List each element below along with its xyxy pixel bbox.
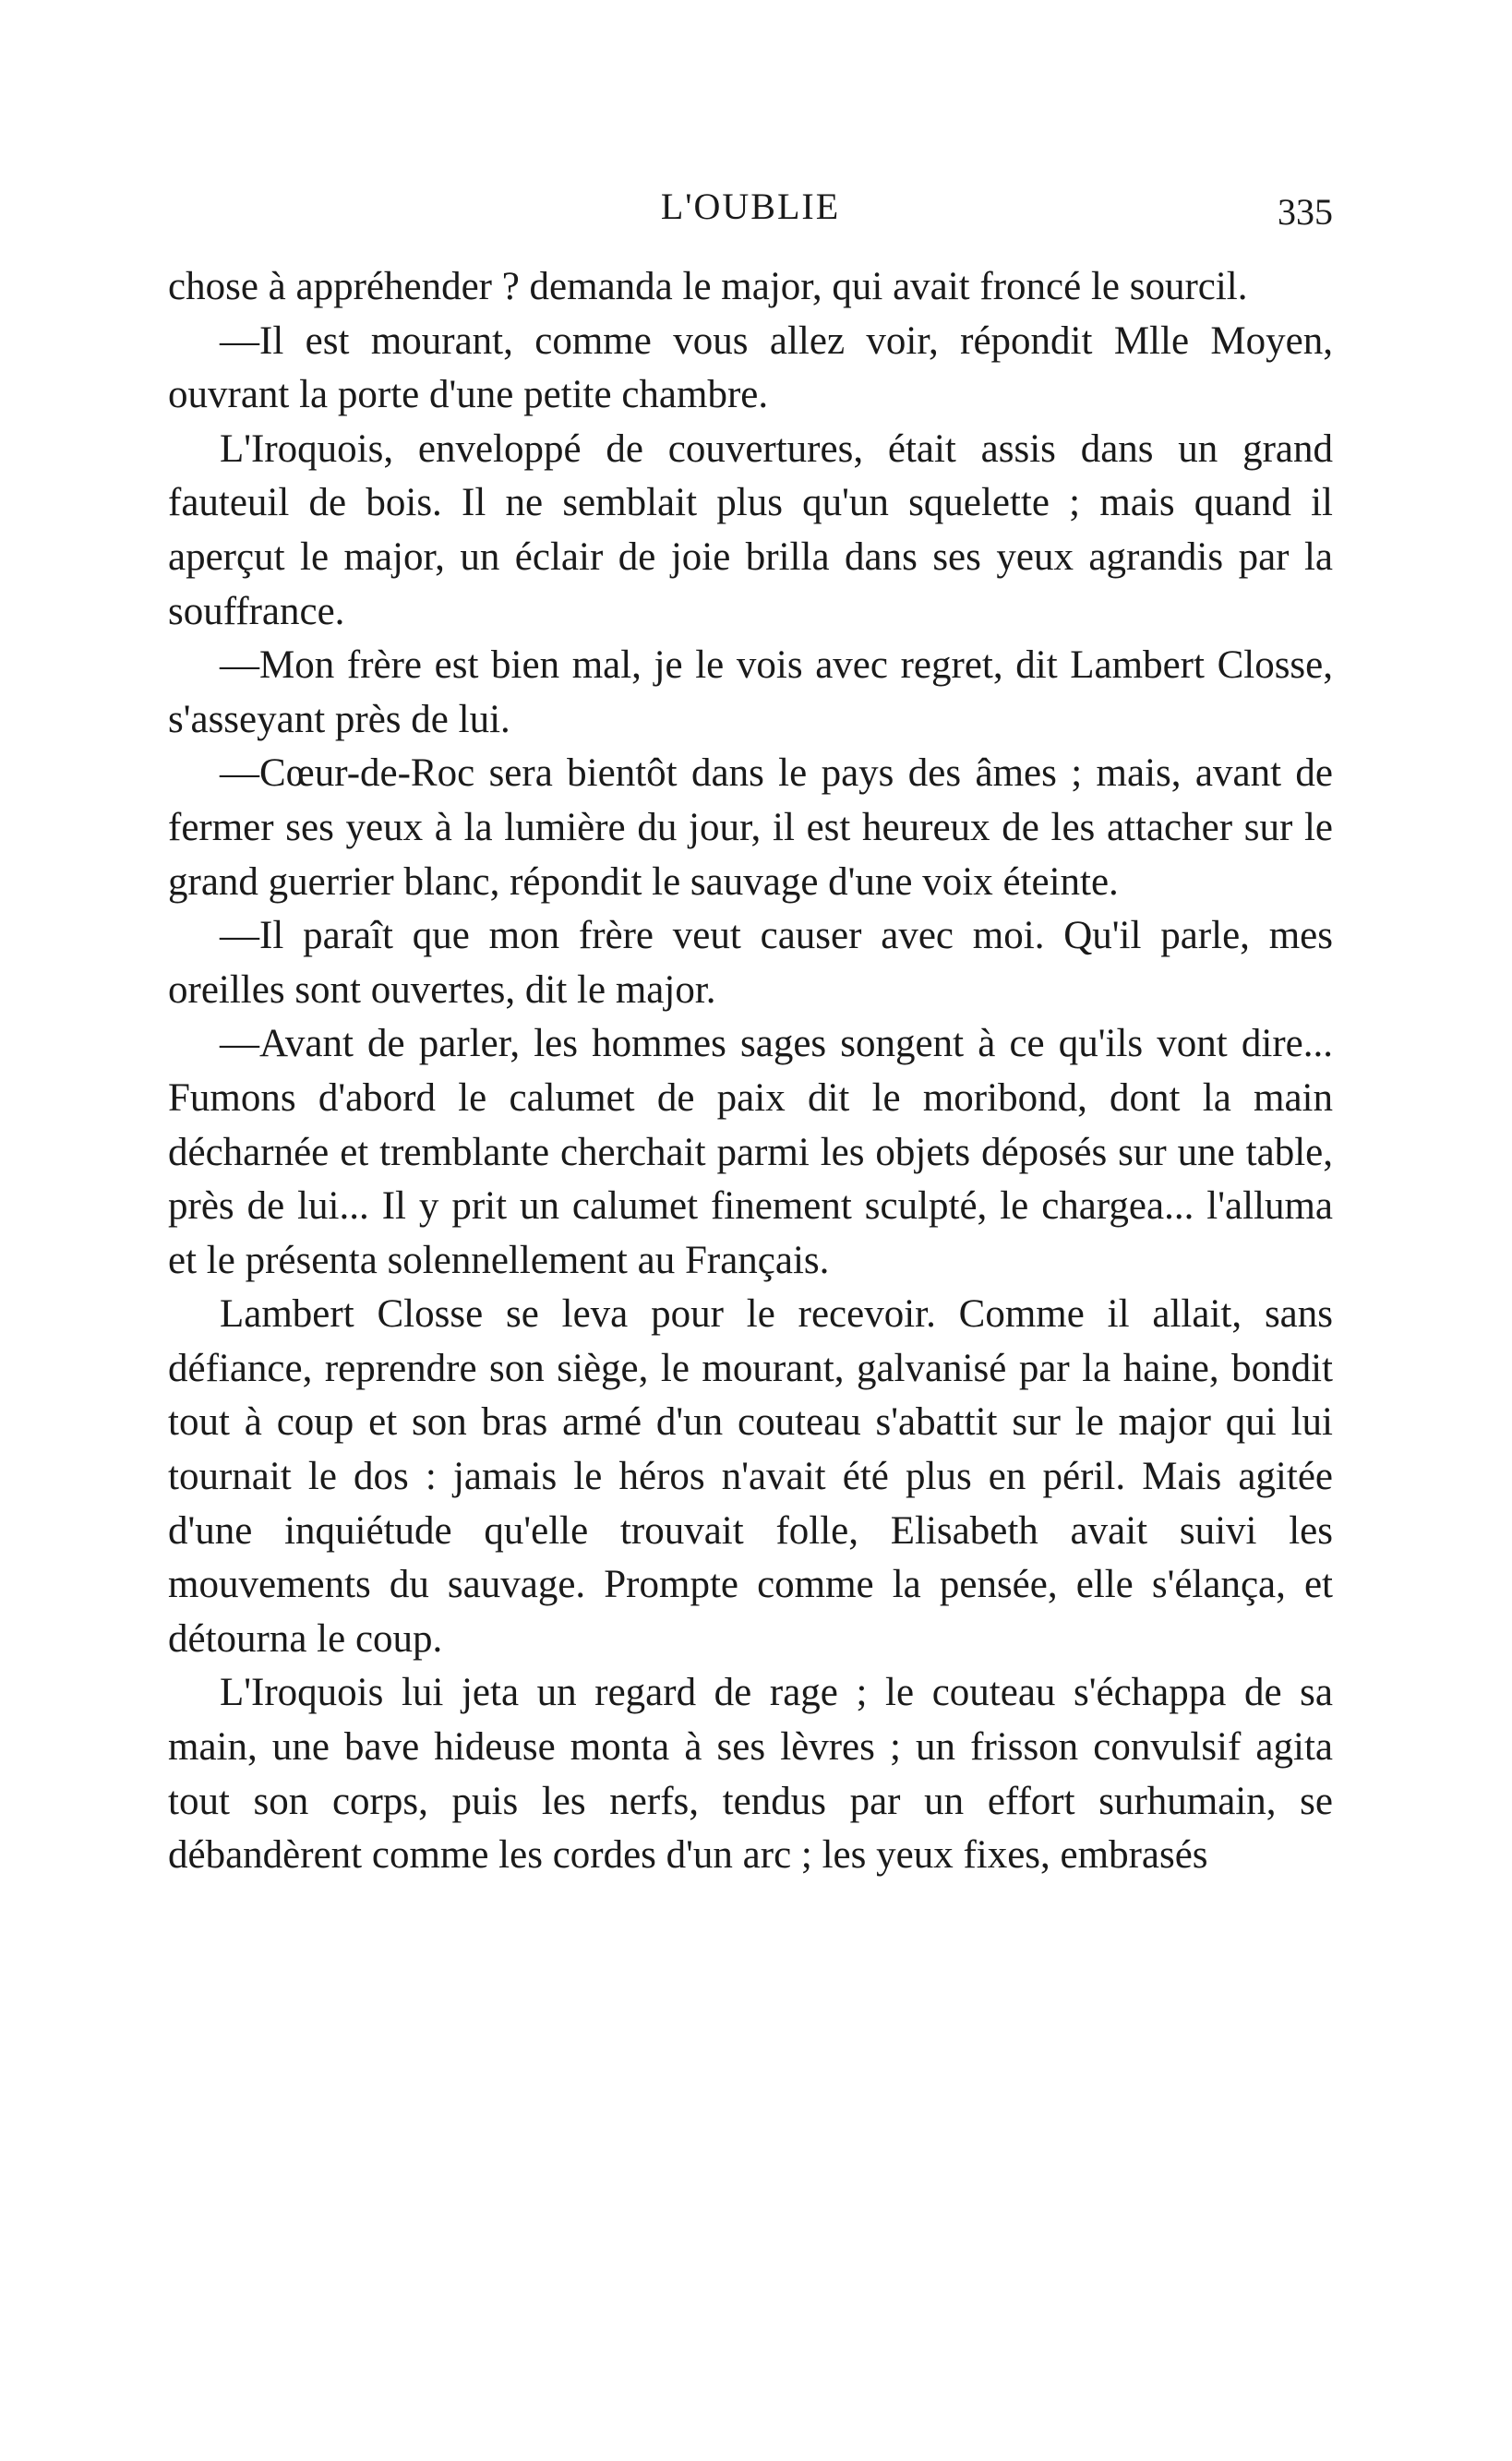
paragraph: —Mon frère est bien mal, je le vois avec regret, dit Lambert Closse, s'asseyant près de lui. <box>168 643 1333 741</box>
paragraph: —Cœur-de-Roc sera bientôt dans le pays des âmes ; mais, avant de fermer ses yeux à la lumière du jour, il est heureux de les attacher sur le grand guerrier blanc, répondit le sauvage d'une voix éteinte. <box>168 751 1333 904</box>
paragraph: —Avant de parler, les hommes sages songent à ce qu'ils vont dire... Fumons d'abord le calumet de paix dit le moribond, dont la main décharnée et tremblante cherchait parmi les objets déposés sur une table, près de lui... Il y prit un calumet finement sculpté, le chargea... l'alluma et le présenta solennellement au Français. <box>168 1022 1333 1282</box>
paragraph: Lambert Closse se leva pour le recevoir. Comme il allait, sans défiance, reprendre son siège, le mourant, galvanisé par la haine, bondit tout à coup et son bras armé d'un couteau s'abattit sur le major qui lui tournait le dos : jamais le héros n'avait été plus en péril. Mais agitée d'une inquiétude qu'elle trouvait folle, Elisabeth avait suivi les mouvements du sauvage. Prompte comme la pensée, elle s'élança, et détourna le coup. <box>168 1292 1333 1661</box>
paragraph: chose à appréhender ? demanda le major, qui avait froncé le sourcil. <box>168 265 1248 308</box>
running-header <box>168 185 1333 240</box>
running-title: L'OUBLIE <box>660 186 841 227</box>
paragraph: L'Iroquois lui jeta un regard de rage ; le couteau s'échappa de sa main, une bave hideuse monta à ses lèvres ; un frisson convulsif agita tout son corps, puis les nerfs, tendus par un effort surhumain, se débandèrent comme les cordes d'un arc ; les yeux fixes, embrasés <box>168 1671 1333 1878</box>
page-content <box>168 185 1333 1883</box>
paragraph: L'Iroquois, enveloppé de couvertures, était assis dans un grand fauteuil de bois. Il ne semblait plus qu'un squelette ; mais quand il aperçut le major, un éclair de joie brilla dans ses yeux agrandis par la souffrance. <box>168 426 1333 633</box>
paragraph: —Il est mourant, comme vous allez voir, répondit Mlle Moyen, ouvrant la porte d'une petite chambre. <box>168 318 1333 417</box>
paragraph: —Il paraît que mon frère veut causer avec moi. Qu'il parle, mes oreilles sont ouvertes, dit le major. <box>168 914 1333 1012</box>
page-number: 335 <box>1278 191 1333 233</box>
body-text <box>168 260 1333 1883</box>
